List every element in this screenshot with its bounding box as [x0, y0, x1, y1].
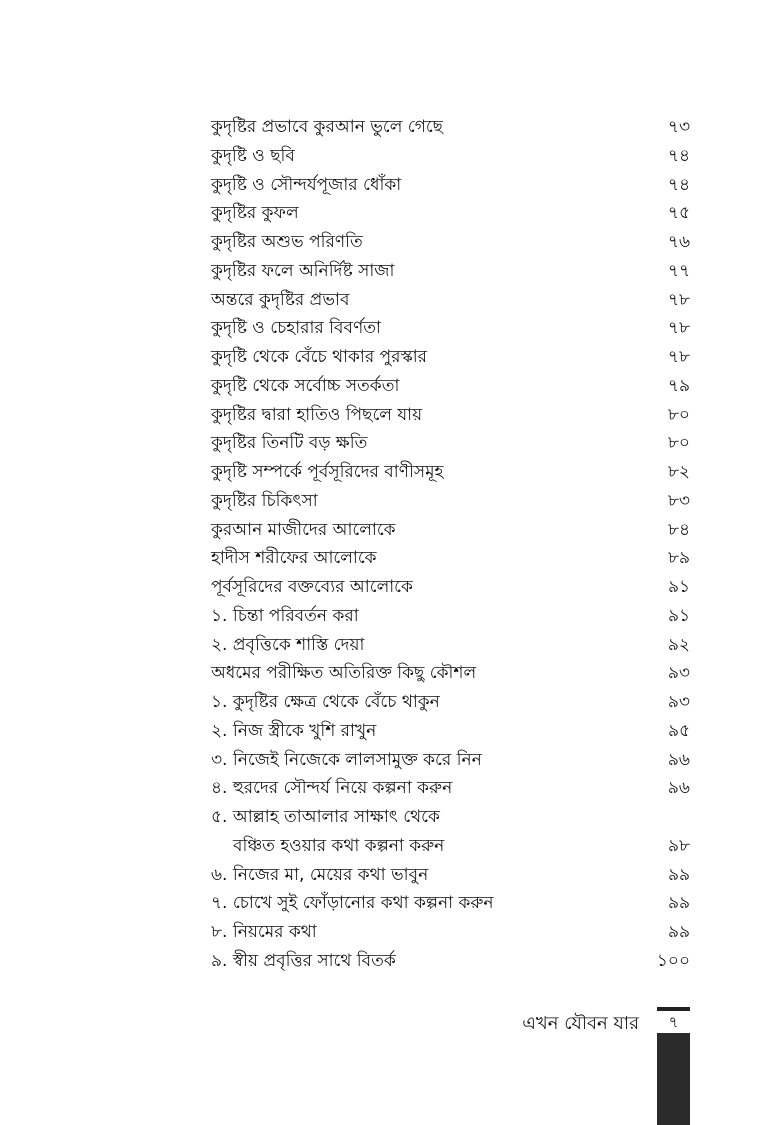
toc-entry — [211, 343, 690, 372]
toc-entry-page: ৯৬ — [667, 749, 690, 770]
toc-entry-title: কুদৃষ্টির ফলে অনির্দিষ্ট সাজা — [211, 260, 395, 281]
table-of-contents — [211, 113, 690, 976]
toc-entry — [211, 429, 690, 458]
toc-entry-title: কুদৃষ্টির দ্বারা হাতিও পিছলে যায় — [211, 404, 423, 425]
toc-entry-title: ৭. চোখে সুই ফোঁড়ানোর কথা কল্পনা করুন — [211, 893, 494, 914]
toc-entry-title: ১. চিন্তা পরিবর্তন করা — [211, 605, 359, 626]
toc-entry-page: ৯৯ — [667, 922, 690, 942]
toc-entry-title: কুদৃষ্টির প্রভাবে কুরআন ভুলে গেছে — [211, 117, 443, 137]
toc-entry-page: ৯৩ — [667, 663, 690, 684]
page-number-tab — [657, 1007, 690, 1125]
toc-entry-title: কুদৃষ্টি ও ছবি — [211, 145, 295, 166]
toc-entry-page: ৭৩ — [667, 117, 690, 137]
toc-entry-page: ৮৪ — [667, 519, 690, 540]
toc-entry-title: ৮. নিয়মের কথা — [211, 922, 317, 942]
toc-entry-page: ৯৮ — [667, 835, 690, 856]
toc-entry — [211, 257, 690, 286]
toc-entry — [211, 487, 690, 516]
toc-entry-title: কুদৃষ্টির অশুভ পরিণতি — [211, 232, 363, 252]
toc-entry-title: অধমের পরীক্ষিত অতিরিক্ত কিছু কৌশল — [211, 663, 477, 684]
toc-entry-title: ৬. নিজের মা, মেয়ের কথা ভাবুন — [211, 864, 429, 885]
toc-entry — [211, 774, 690, 803]
toc-entry-page: ৭৮ — [667, 318, 690, 339]
toc-entry-page: ৭৮ — [667, 347, 690, 367]
toc-entry-title: অন্তরে কুদৃষ্টির প্রভাব — [211, 289, 350, 310]
toc-entry — [211, 171, 690, 200]
toc-entry-page: ৯২ — [667, 634, 690, 655]
toc-entry — [211, 746, 690, 775]
toc-entry — [211, 688, 690, 717]
toc-entry — [211, 199, 690, 228]
toc-entry — [211, 717, 690, 746]
toc-entry-title: ৯. স্বীয় প্রবৃত্তির সাথে বিতর্ক — [211, 950, 396, 971]
toc-entry-page: ৭৬ — [667, 232, 690, 252]
toc-entry-title: ৩. নিজেই নিজেকে লালসামুক্ত করে নিন — [211, 749, 482, 770]
toc-entry-title: কুদৃষ্টি থেকে সর্বোচ্চ সতর্কতা — [211, 375, 400, 396]
toc-entry — [211, 458, 690, 487]
toc-entry — [211, 631, 690, 660]
toc-entry-page: ৯৬ — [667, 778, 690, 799]
toc-entry-page: ৯৯ — [667, 864, 690, 885]
toc-entry-title: পূর্বসূরিদের বক্তব্যের আলোকে — [211, 577, 413, 597]
toc-entry-title: ৪. হুরদের সৌন্দর্য নিয়ে কল্পনা করুন — [211, 778, 453, 799]
toc-entry-page: ৭৯ — [667, 375, 690, 396]
toc-entry — [211, 947, 690, 976]
toc-entry — [211, 142, 690, 171]
toc-entry — [211, 918, 690, 947]
toc-entry — [211, 314, 690, 343]
toc-entry-title: ১. কুদৃষ্টির ক্ষেত্র থেকে বেঁচে থাকুন — [211, 692, 440, 712]
toc-entry-page: ১০০ — [656, 950, 690, 971]
toc-entry-page: ৮০ — [667, 433, 690, 454]
toc-entry — [211, 659, 690, 688]
toc-entry-page: ৭৮ — [667, 289, 690, 310]
toc-entry-title: কুদৃষ্টি ও সৌন্দর্যপূজার ধোঁকা — [211, 174, 402, 195]
toc-entry-page: ৭৫ — [667, 203, 690, 224]
toc-entry-title: ২. প্রবৃত্তিকে শাস্তি দেয়া — [211, 634, 365, 655]
toc-entry — [211, 889, 690, 918]
toc-entry-title: কুদৃষ্টির কুফল — [211, 203, 299, 224]
toc-entry-title: কুদৃষ্টি ও চেহারার বিবর্ণতা — [211, 318, 381, 339]
toc-entry — [211, 573, 690, 602]
toc-entry-page: ৯১ — [667, 577, 690, 597]
toc-entry — [211, 372, 690, 401]
toc-entry-title: হাদীস শরীফের আলোকে — [211, 548, 377, 569]
toc-entry-page: ৮৩ — [667, 490, 690, 511]
toc-entry — [211, 401, 690, 430]
toc-entry-page: ৭৪ — [667, 145, 690, 166]
toc-entry-continuation — [211, 832, 690, 861]
toc-entry — [211, 861, 690, 890]
toc-entry — [211, 113, 690, 142]
running-footer-title: এখন যৌবন যার — [522, 1013, 639, 1034]
toc-entry-title: কুদৃষ্টির তিনটি বড় ক্ষতি — [211, 433, 368, 454]
toc-entry — [211, 544, 690, 573]
toc-entry-title: কুরআন মাজীদের আলোকে — [211, 519, 396, 540]
toc-entry-title: বঞ্চিত হওয়ার কথা কল্পনা করুন — [233, 835, 445, 856]
toc-entry — [211, 228, 690, 257]
toc-entry-title: ৫. আল্লাহ তাআলার সাক্ষাৎ থেকে — [211, 807, 440, 827]
toc-entry — [211, 286, 690, 315]
toc-entry-page: ৮০ — [667, 404, 690, 425]
toc-entry-page: ৯৯ — [667, 893, 690, 914]
toc-entry-page: ৮২ — [667, 462, 690, 482]
toc-entry-title: ২. নিজ স্ত্রীকে খুশি রাখুন — [211, 720, 377, 741]
toc-entry-page: ৯১ — [667, 605, 690, 626]
toc-entry-title: কুদৃষ্টি সম্পর্কে পূর্বসূরিদের বাণীসমূহ — [211, 462, 444, 482]
toc-entry — [211, 516, 690, 545]
toc-entry-page: ৯৫ — [667, 720, 690, 741]
toc-entry — [211, 602, 690, 631]
toc-entry-title: কুদৃষ্টি থেকে বেঁচে থাকার পুরস্কার — [211, 347, 428, 367]
toc-entry-page: ৮৯ — [667, 548, 690, 569]
toc-entry-page: ৭৭ — [667, 260, 690, 281]
page-number: ৭ — [657, 1011, 690, 1033]
toc-entry-page: ৯৩ — [667, 692, 690, 712]
toc-entry-page: ৭৪ — [667, 174, 690, 195]
toc-entry-title: কুদৃষ্টির চিকিৎসা — [211, 490, 318, 511]
page-tab-bar — [657, 1033, 690, 1125]
toc-entry — [211, 803, 690, 832]
